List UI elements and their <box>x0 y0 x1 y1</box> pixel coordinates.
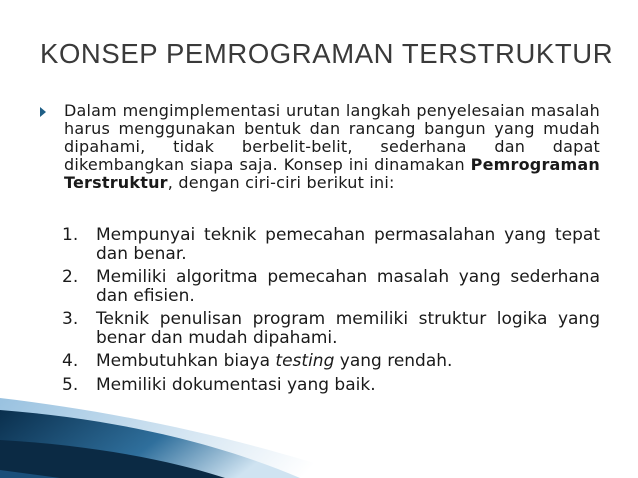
list-item-number: 4. <box>62 351 79 371</box>
list-item <box>62 226 600 263</box>
list-item-text-end: yang rendah. <box>334 351 453 371</box>
intro-paragraph <box>64 102 600 192</box>
intro-text: Dalam mengimplementasi urutan langkah penyelesaian masalah harus menggunakan bentuk dan rancang bangun yang mudah dipahami, tidak berbelit-belit, sederhana dan dapat dikembangkan siapa saja. Konsep ini dinamakan <box>64 101 600 174</box>
list-item-text: Teknik penulisan program memiliki struktur logika yang benar dan mudah dipahami. <box>96 309 600 348</box>
intro-bold-term: Pemrograman Terstruktur <box>64 155 600 192</box>
list-item-text: Mempunyai teknik pemecahan permasalahan yang tepat dan benar. <box>96 225 600 264</box>
list-item <box>62 352 600 371</box>
intro-text-end: , dengan ciri-ciri berikut ini: <box>167 173 395 192</box>
intro-bullet <box>40 102 600 192</box>
page-title: KONSEP PEMROGRAMAN TERSTRUKTUR <box>40 38 614 69</box>
list-item <box>62 376 600 395</box>
list-item-text: Membutuhkan biaya <box>96 351 276 371</box>
list-item <box>62 268 600 305</box>
list-item-number: 5. <box>62 374 79 395</box>
characteristics-list <box>62 226 600 399</box>
list-item <box>62 310 600 347</box>
list-item-italic: testing <box>275 351 335 371</box>
bullet-arrow-icon <box>40 107 46 117</box>
list-item-text: Memiliki algoritma pemecahan masalah yang sederhana dan efisien. <box>96 267 600 306</box>
list-item-number: 1. <box>62 225 79 245</box>
list-item-number: 3. <box>62 309 79 329</box>
list-item-number: 2. <box>62 267 79 287</box>
list-item-text: Memiliki dokumentasi yang baik. <box>96 374 376 395</box>
